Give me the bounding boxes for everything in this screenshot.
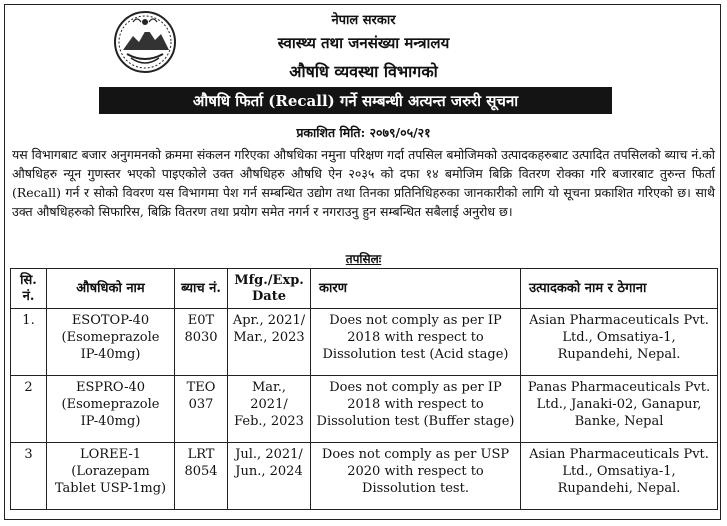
row-name: ESOTOP-40 (Esomeprazole IP-40mg): [47, 309, 175, 376]
row-manufacturer: Asian Pharmaceuticals Pvt. Ltd., Omsatiya-1, Rupandehi, Nepal.: [521, 309, 718, 376]
header-batch: ब्याच नं.: [175, 269, 228, 309]
table-row: [11, 376, 718, 443]
header-sn: सि. नं.: [11, 269, 47, 309]
row-sn: 2: [11, 376, 47, 443]
header-manufacturer: उत्पादकको नाम र ठेगाना: [521, 269, 718, 309]
table-row: [11, 443, 718, 510]
row-reason: Does not comply as per IP 2018 with respect to Dissolution test (Buffer stage): [311, 376, 521, 443]
published-date: २०७९/०५/२१: [369, 125, 431, 140]
row-date: Apr., 2021/ Mar., 2023: [228, 309, 311, 376]
row-batch: LRT 8054: [175, 443, 228, 510]
ministry-name: स्वास्थ्य तथा जनसंख्या मन्त्रालय: [277, 34, 450, 52]
row-sn: 1.: [11, 309, 47, 376]
published-label: प्रकाशित मिति: [296, 125, 361, 140]
department-name: औषधि व्यवस्था विभागको: [289, 62, 438, 81]
row-manufacturer: Asian Pharmaceuticals Pvt. Ltd., Omsatiya-1, Rupandehi, Nepal.: [521, 443, 718, 510]
recall-table: [10, 268, 718, 510]
row-reason: Does not comply as per USP 2020 with respect to Dissolution test.: [311, 443, 521, 510]
row-manufacturer: Panas Pharmaceuticals Pvt. Ltd., Janaki-02, Ganapur, Banke, Nepal: [521, 376, 718, 443]
row-name: ESPRO-40 (Esomeprazole IP-40mg): [47, 376, 175, 443]
row-date: Jul., 2021/ Jun., 2024: [228, 443, 311, 510]
header-date: Mfg./Exp. Date: [228, 269, 311, 309]
row-sn: 3: [11, 443, 47, 510]
published-date-line: प्रकाशित मिति: २०७९/०५/२१: [296, 125, 431, 140]
header-name: औषधिको नाम: [47, 269, 175, 309]
table-header-row: [11, 269, 718, 309]
row-name: LOREE-1 (Lorazepam Tablet USP-1mg): [47, 443, 175, 510]
table-title: तपसिलः: [345, 252, 382, 266]
row-reason: Does not comply as per IP 2018 with respect to Dissolution test (Acid stage): [311, 309, 521, 376]
notice-title-banner: [99, 87, 612, 114]
notice-body: यस विभागबाट बजार अनुगमनको क्रममा संकलन गरिएका औषधिका नमुना परिक्षण गर्दा तपसिल बमोजिमको उत्पादकहरुबाट उत्पादित तपसिलको ब्याच नं.को औषधिहरु न्यून गुणस्तर भएको पाइएकोले उक्त औषधिहरु औषधि ऐन २०३५ को दफा १४ बमोजिम बिक्रि वितरण रोक्का गरि बजारबाट तुरुन्त फिर्ता (Recall) गर्न र सोको विवरण यस विभागमा पेश गर्न सम्बन्धित उद्योग तथा तिनका प्रतिनिधिहरुका जानकारीको लागि यो सूचना प्रकाशित गरिएको छ। साथै उक्त औषधिहरुको सिफारिस, बिक्रि वितरण तथा प्रयोग समेत नगर्न र नगराउनु हुन सम्बन्धित सबैलाई अनुरोध छ।: [12, 147, 715, 219]
header-reason: कारण: [311, 269, 521, 309]
notice-title: औषधि फिर्ता (Recall) गर्ने सम्बन्धी अत्यन्त जरुरी सूचना: [192, 91, 519, 110]
row-batch: TEO 037: [175, 376, 228, 443]
table-row: [11, 309, 718, 376]
row-date: Mar., 2021/ Feb., 2023: [228, 376, 311, 443]
row-batch: E0T 8030: [175, 309, 228, 376]
government-name: नेपाल सरकार: [331, 13, 396, 28]
